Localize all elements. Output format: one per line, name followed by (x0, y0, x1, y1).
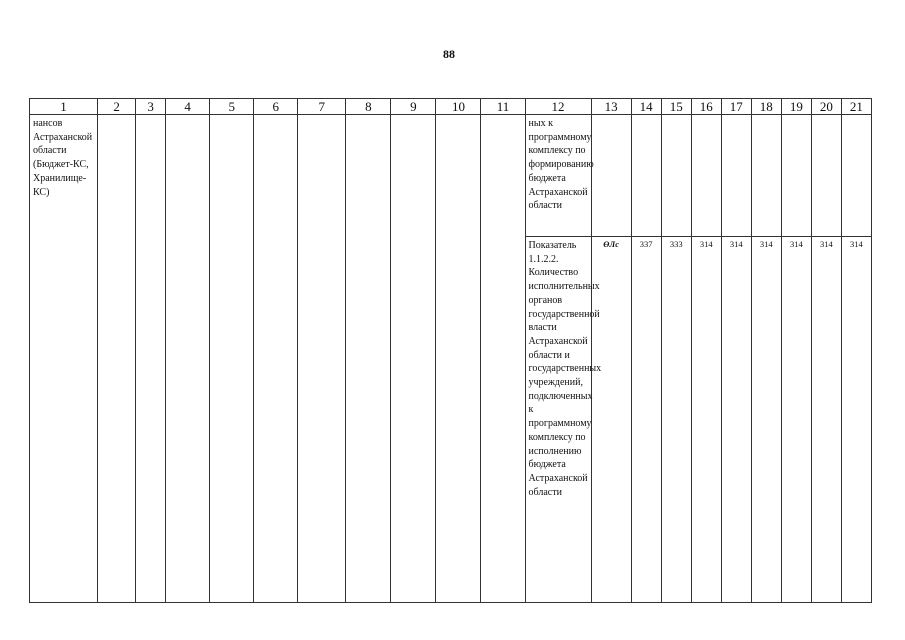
col-header-20: 20 (811, 99, 841, 115)
col-header-3: 3 (136, 99, 166, 115)
value-col18: 314 (759, 239, 773, 249)
value-col15: 333 (669, 239, 683, 249)
row-cell-col12 (525, 237, 602, 603)
value-col16: 314 (699, 239, 713, 249)
unit-symbol: ӨЛс (603, 239, 619, 249)
col-header-5: 5 (210, 99, 254, 115)
col-header-11: 11 (481, 99, 525, 115)
indicator-text: Показатель 1.1.2.2. Количество исполнительных органов государственной власти Астраханской области и государственных учреждений, подключенных к программному комплексу по исполнению бюджета Астраханской области (528, 240, 602, 498)
row-cell-col12 (525, 115, 594, 237)
value-col14: 337 (639, 239, 653, 249)
data-table (29, 98, 872, 603)
col-header-4: 4 (166, 99, 210, 115)
value-col19: 314 (789, 239, 803, 249)
indicator-continuation: ных к программному комплексу по формированию бюджета Астраханской области (528, 118, 594, 212)
col-header-14: 14 (631, 99, 661, 115)
page-number: 88 (443, 47, 455, 61)
value-col17: 314 (729, 239, 743, 249)
header-row (30, 99, 872, 115)
value-col21: 314 (850, 239, 863, 249)
value-col20: 314 (819, 239, 833, 249)
row-cell-col1 (30, 115, 98, 603)
col-header-7: 7 (298, 99, 346, 115)
col-header-15: 15 (661, 99, 691, 115)
col-header-19: 19 (781, 99, 811, 115)
col-header-17: 17 (721, 99, 751, 115)
program-description: нансов Астраханской области (Бюджет-КС, Хранилище-КС) (33, 118, 93, 198)
table-row (30, 115, 872, 237)
col-header-16: 16 (691, 99, 721, 115)
col-header-1: 1 (30, 99, 98, 115)
col-header-13: 13 (591, 99, 631, 115)
col-header-8: 8 (346, 99, 391, 115)
col-header-18: 18 (751, 99, 781, 115)
col-header-12: 12 (525, 99, 591, 115)
col-header-2: 2 (98, 99, 136, 115)
col-header-10: 10 (436, 99, 481, 115)
col-header-6: 6 (254, 99, 298, 115)
col-header-9: 9 (391, 99, 436, 115)
col-header-21: 21 (841, 99, 871, 115)
